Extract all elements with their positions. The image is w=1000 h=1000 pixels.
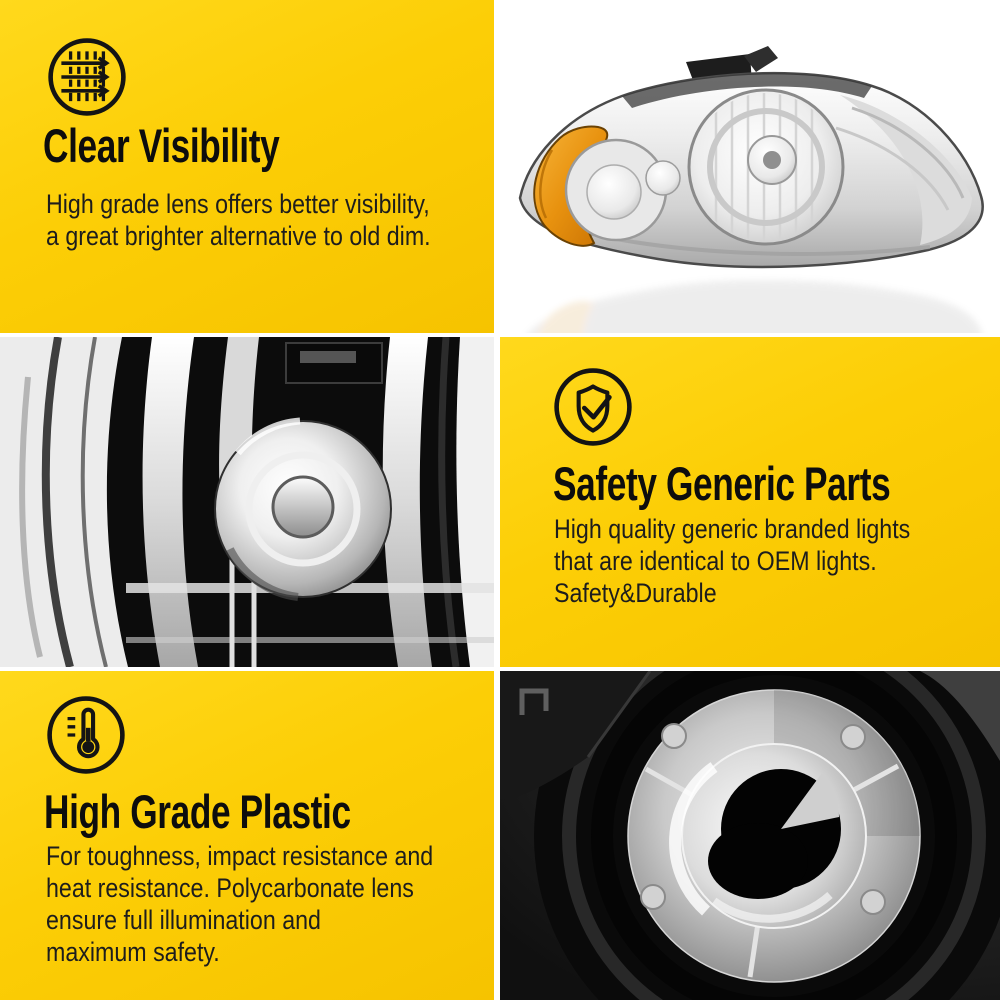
- chrome-lens-closeup-photo: [0, 337, 494, 667]
- panel-heading: High Grade Plastic: [44, 785, 351, 838]
- shield-check-icon: [552, 366, 634, 448]
- headlight-assembly-photo: [500, 0, 1000, 333]
- feature-panel-high-grade-plastic: [0, 671, 494, 1000]
- panel-body-line: ensure full illumination and: [46, 905, 321, 935]
- panel-body: [554, 513, 910, 609]
- feature-panel-clear-visibility: [0, 0, 494, 333]
- panel-body-line: For toughness, impact resistance and: [46, 841, 434, 871]
- panel-body-line: Safety&Durable: [554, 578, 717, 608]
- panel-body-line: High grade lens offers better visibility,: [46, 189, 430, 219]
- photo-panel-bulb-socket: [500, 671, 1000, 1000]
- panel-body-line: that are identical to OEM lights.: [554, 546, 877, 576]
- bulb-socket-closeup-photo: [500, 671, 1000, 1000]
- feature-panel-safety-generic-parts: [500, 337, 1000, 667]
- thermometer-icon: [45, 694, 127, 776]
- photo-panel-lens-closeup: [0, 337, 494, 667]
- panel-body-line: maximum safety.: [46, 937, 220, 967]
- panel-body-line: High quality generic branded lights: [554, 514, 911, 544]
- panel-heading: Clear Visibility: [43, 119, 280, 172]
- panel-body-line: a great brighter alternative to old dim.: [46, 221, 431, 251]
- photo-panel-headlight: [500, 0, 1000, 333]
- panel-body: [46, 188, 431, 252]
- panel-body-line: heat resistance. Polycarbonate lens: [46, 873, 414, 903]
- panel-body: [46, 840, 433, 968]
- panel-heading: Safety Generic Parts: [553, 457, 891, 510]
- light-rays-through-lens-icon: [46, 36, 128, 118]
